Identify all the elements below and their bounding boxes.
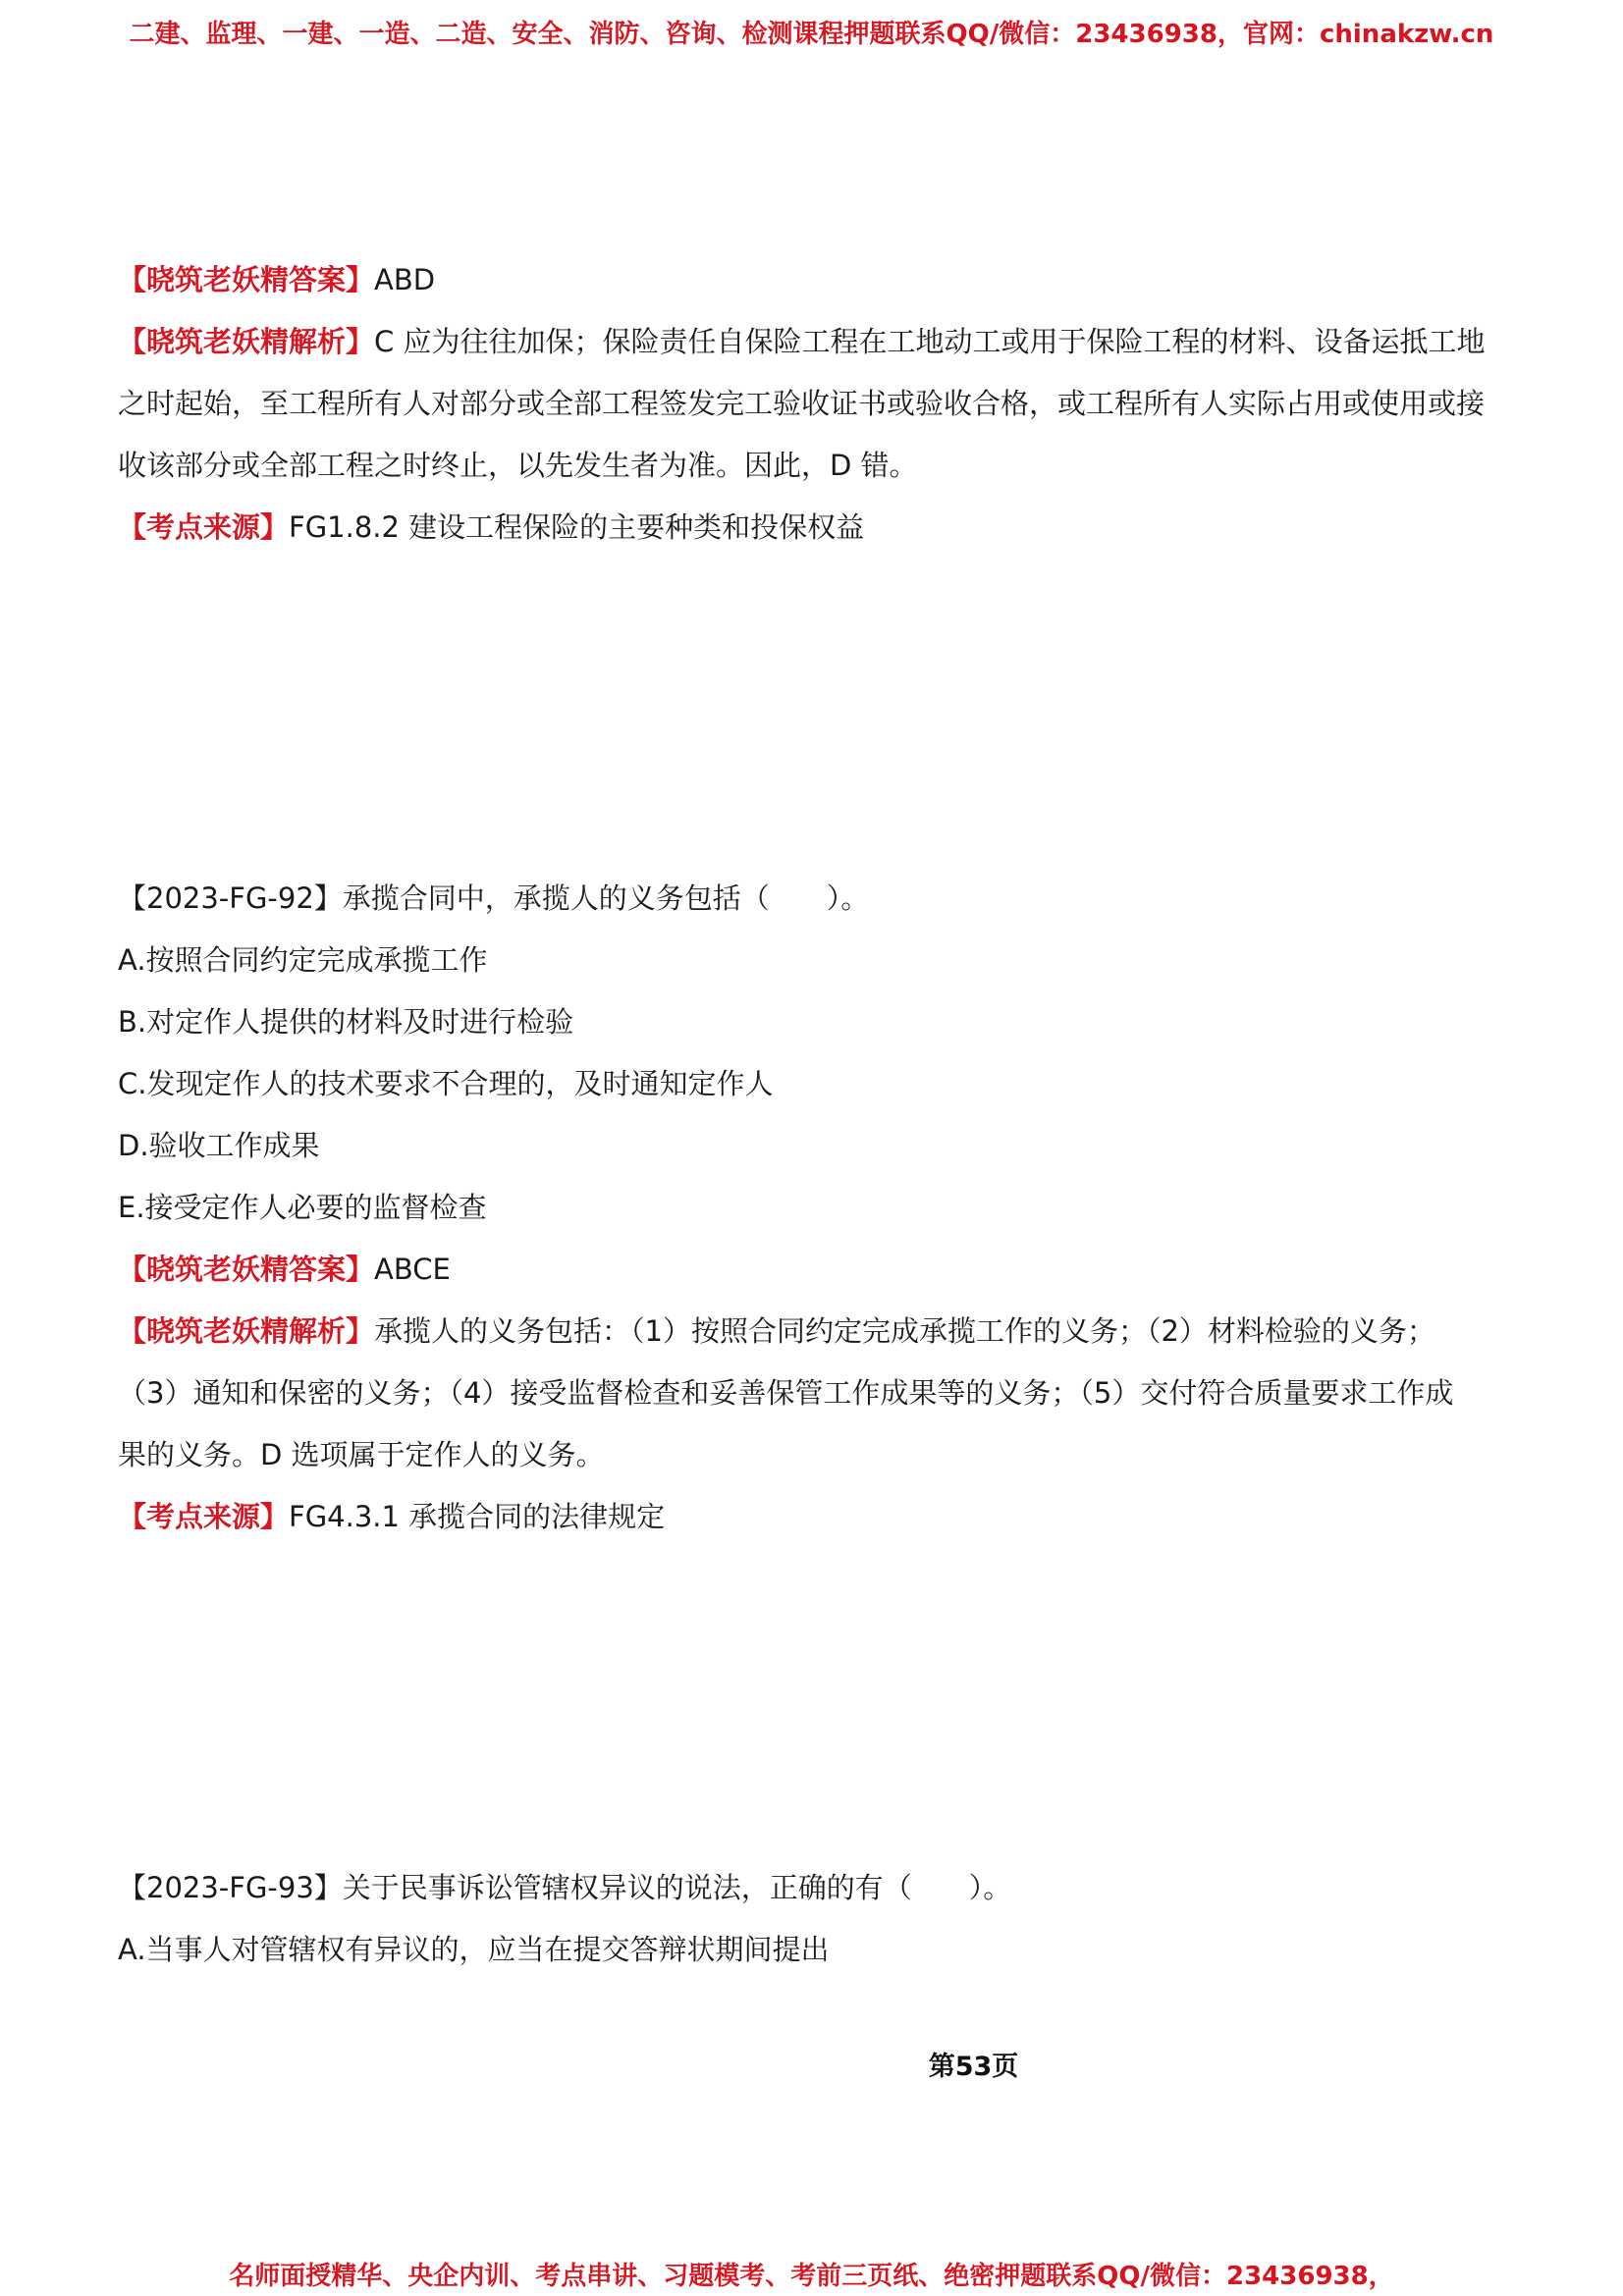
question-stem: 【2023-FG-92】承揽合同中，承揽人的义务包括（ ）。 — [118, 881, 870, 915]
answer-tag: 【晓筑老妖精答案】 — [118, 263, 375, 296]
analysis-tag: 【晓筑老妖精解析】 — [118, 1314, 375, 1348]
analysis-text-3: 收该部分或全部工程之时终止，以先发生者为准。因此，D 错。 — [118, 449, 918, 482]
answer-line — [118, 1249, 1512, 1290]
answer-value: ABCE — [374, 1253, 451, 1286]
source-value: FG4.3.1 承揽合同的法律规定 — [289, 1500, 666, 1533]
source-line — [118, 507, 1512, 548]
option-a: A.按照合同约定完成承揽工作 — [118, 943, 488, 977]
analysis-text-1: C 应为往往加保；保险责任自保险工程在工地动工或用于保险工程的材料、设备运抵工地 — [374, 325, 1486, 358]
source-value: FG1.8.2 建设工程保险的主要种类和投保权益 — [289, 510, 865, 544]
source-tag: 【考点来源】 — [118, 1500, 290, 1533]
analysis-line — [118, 1310, 1512, 1352]
source-line — [118, 1496, 1512, 1537]
option-c: C.发现定作人的技术要求不合理的，及时通知定作人 — [118, 1067, 774, 1100]
question-stem: 【2023-FG-93】关于民事诉讼管辖权异议的说法，正确的有（ ）。 — [118, 1871, 1012, 1904]
answer-value: ABD — [374, 263, 436, 296]
analysis-tag: 【晓筑老妖精解析】 — [118, 325, 375, 358]
source-tag: 【考点来源】 — [118, 510, 290, 544]
option-a: A.当事人对管辖权有异议的，应当在提交答辩状期间提出 — [118, 1933, 830, 1966]
footer-banner: 名师面授精华、央企内训、考点串讲、习题模考、考前三页纸、绝密押题联系QQ/微信：23436938， — [229, 2262, 1394, 2291]
analysis-text-3: 果的义务。D 选项属于定作人的义务。 — [118, 1438, 605, 1471]
header-banner: 二建、监理、一建、一造、二造、安全、消防、咨询、检测课程押题联系QQ/微信：23436938，官网：chinakzw.cn — [129, 20, 1494, 49]
analysis-text-1: 承揽人的义务包括：（1）按照合同约定完成承揽工作的义务；（2）材料检验的义务； — [374, 1314, 1435, 1348]
answer-tag: 【晓筑老妖精答案】 — [118, 1253, 375, 1286]
answer-line — [118, 259, 1512, 300]
analysis-text-2: 之时起始，至工程所有人对部分或全部工程签发完工验收证书或验收合格，或工程所有人实际占用或使用或接 — [118, 387, 1486, 420]
option-b: B.对定作人提供的材料及时进行检验 — [118, 1005, 574, 1039]
analysis-text-2: （3）通知和保密的义务；（4）接受监督检查和妥善保管工作成果等的义务；（5）交付符合质量要求工作成 — [118, 1376, 1454, 1410]
option-e: E.接受定作人必要的监督检查 — [118, 1191, 487, 1224]
page-number: 第53页 — [928, 2052, 1019, 2082]
analysis-line — [118, 321, 1512, 362]
option-d: D.验收工作成果 — [118, 1129, 320, 1162]
